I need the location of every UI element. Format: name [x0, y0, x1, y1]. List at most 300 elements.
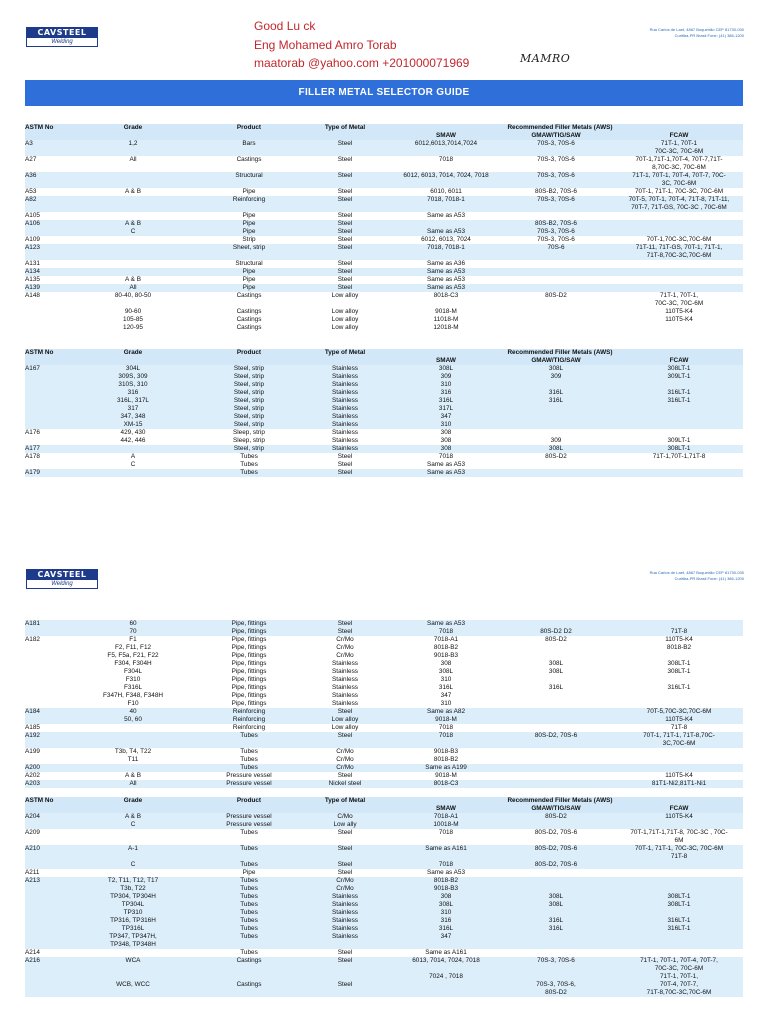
col-grade: Grade [123, 349, 143, 356]
col-astm: ASTM No [25, 349, 54, 356]
smaw-cell: 309 [440, 373, 452, 380]
gmaw-cell: 70S-3, 70S-6 [537, 228, 575, 235]
astm-cell: A211 [25, 869, 40, 876]
col-product: Product [236, 124, 262, 131]
fcaw-cell: 308LT-1 [667, 901, 691, 908]
table-row [25, 957, 743, 965]
grade-cell: TP304, TP304H [110, 893, 156, 900]
product-cell: Steel, strip [233, 421, 265, 428]
table-subheader-row [25, 357, 743, 365]
grade-cell: TP348, TP348H [110, 941, 156, 948]
grade-cell: T3b, T4, T22 [114, 748, 152, 755]
product-cell: Pressure vessel [226, 772, 272, 779]
col-smaw: SMAW [436, 357, 456, 364]
gmaw-cell: 308L [548, 901, 564, 908]
fcaw-cell: 70C-3C, 70C-6M [654, 300, 704, 307]
grade-cell: C [130, 461, 136, 468]
type-cell: Stainless [332, 925, 358, 932]
type-cell: Steel [337, 981, 353, 988]
type-cell: Cr/Mo [336, 877, 354, 884]
fcaw-cell: 70T-1, 71T-1, 70C-3C, 70C-6M [634, 845, 724, 852]
gmaw-cell: 316L [548, 925, 564, 932]
type-cell: Stainless [332, 684, 358, 691]
type-cell: Stainless [332, 660, 358, 667]
table-row [25, 780, 743, 788]
type-cell: Stainless [332, 909, 358, 916]
smaw-cell: Same as A53 [426, 276, 465, 283]
astm-cell: A179 [25, 469, 40, 476]
type-cell: Steel [337, 212, 353, 219]
astm-cell: A182 [25, 636, 40, 643]
table-row [25, 989, 743, 997]
table-row [25, 981, 743, 989]
astm-cell: A178 [25, 453, 40, 460]
smaw-cell: 9018-M [435, 772, 457, 779]
type-cell: Steel [337, 620, 353, 627]
gmaw-cell: 308L [548, 365, 564, 372]
product-cell: Tubes [240, 893, 258, 900]
table-row [25, 652, 743, 660]
gmaw-cell: 80S-D2 [545, 292, 567, 299]
smaw-cell: Same as A199 [425, 764, 467, 771]
fcaw-cell: 308LT-1 [667, 668, 691, 675]
grade-cell: F304L [123, 668, 143, 675]
smaw-cell: Same as A53 [426, 284, 465, 291]
grade-cell: A & B [125, 813, 141, 820]
astm-cell: A135 [25, 276, 40, 283]
type-cell: Cr/Mo [336, 652, 354, 659]
contact-line2: Curitiba-PR Brasil Fone: (41) 386-1200 [674, 33, 744, 38]
product-cell: Pipe [242, 276, 256, 283]
table-row [25, 148, 743, 156]
astm-cell: A109 [25, 236, 40, 243]
astm-cell: A209 [25, 829, 40, 836]
astm-cell: A213 [25, 877, 40, 884]
table-section-3 [25, 620, 743, 788]
gmaw-cell: 70S-6 [547, 244, 565, 251]
table-header-row [25, 349, 743, 357]
grade-cell: A-1 [128, 845, 138, 852]
type-cell: Low alloy [331, 308, 359, 315]
fcaw-cell: 309LT-1 [667, 373, 691, 380]
gmaw-cell: 70S-3, 70S-6 [537, 156, 575, 163]
table-row [25, 220, 743, 228]
smaw-cell: 310 [440, 421, 452, 428]
table-row [25, 421, 743, 429]
table-row [25, 324, 743, 332]
smaw-cell: Same as A161 [425, 949, 467, 956]
table-row [25, 413, 743, 421]
type-cell: Cr/Mo [336, 636, 354, 643]
smaw-cell: Same as A53 [426, 212, 465, 219]
grade-cell: TP347, TP347H, [109, 933, 157, 940]
grade-cell: F2, F11, F12 [114, 644, 152, 651]
gmaw-cell: 308L [548, 893, 564, 900]
fcaw-cell: 71T-1, 70T-1, 70T-4, 70T-7, 70C- [632, 172, 726, 179]
product-cell: Castings [236, 156, 262, 163]
type-cell: Steel [337, 949, 353, 956]
table-row [25, 829, 743, 837]
table-row [25, 284, 743, 292]
col-type: Type of Metal [324, 797, 366, 804]
grade-cell: XM-15 [123, 421, 143, 428]
product-cell: Tubes [240, 756, 258, 763]
grade-cell: WCB, WCC [116, 981, 150, 988]
product-cell: Steel, strip [233, 381, 265, 388]
astm-cell: A176 [25, 429, 40, 436]
table-row [25, 140, 743, 148]
grade-cell: A & B [125, 220, 141, 227]
fcaw-cell: 308LT-1 [667, 365, 691, 372]
product-cell: Sleep, strip [233, 437, 265, 444]
table-row [25, 172, 743, 180]
product-cell: Steel, strip [233, 389, 265, 396]
fcaw-cell: 308LT-1 [667, 660, 691, 667]
astm-cell: A105 [25, 212, 40, 219]
astm-cell: A181 [25, 620, 40, 627]
type-cell: Steel [337, 244, 353, 251]
fcaw-cell: 71T-1, 70T-1 [660, 140, 698, 147]
product-cell: Structural [235, 260, 263, 267]
product-cell: Structural [235, 172, 263, 179]
fcaw-cell: 316LT-1 [667, 925, 691, 932]
type-cell: Steel [337, 732, 353, 739]
grade-cell: F304, F304H [114, 660, 152, 667]
fcaw-cell: 70C-3C, 70C-6M [654, 148, 704, 155]
gmaw-cell: 309 [550, 437, 562, 444]
table-section-2 [25, 349, 743, 477]
col-type: Type of Metal [324, 124, 366, 131]
fcaw-cell: 71T-1, 70T-1, [659, 973, 698, 980]
gmaw-cell: 80S-B2, 70S-6 [535, 188, 577, 195]
smaw-cell: Same as A53 [426, 469, 465, 476]
table-row [25, 708, 743, 716]
table-row [25, 917, 743, 925]
grade-cell: T11 [127, 756, 139, 763]
type-cell: Stainless [332, 668, 358, 675]
smaw-cell: 9018-M [435, 716, 457, 723]
type-cell: Cr/Mo [336, 756, 354, 763]
type-cell: Steel [337, 628, 353, 635]
grade-cell: 80-40, 80-50 [114, 292, 152, 299]
smaw-cell: 310 [440, 676, 452, 683]
table-row [25, 164, 743, 172]
smaw-cell: 8018-B2 [433, 877, 459, 884]
grade-cell: 40 [129, 708, 137, 715]
fcaw-cell: 70T-1,71T-1,70T-4, 70T-7,71T- [635, 156, 723, 163]
type-cell: Low alloy [331, 316, 359, 323]
table-row [25, 156, 743, 164]
col-fcaw: FCAW [669, 132, 689, 139]
product-cell: Pipe [242, 268, 256, 275]
grade-cell: 304L [125, 365, 141, 372]
grade-cell: C [130, 228, 136, 235]
table-row [25, 885, 743, 893]
smaw-cell: Same as A53 [426, 228, 465, 235]
type-cell: Steel [337, 236, 353, 243]
gmaw-cell: 70S-3, 70S-6 [537, 172, 575, 179]
fcaw-cell: 71T-8 [670, 724, 688, 731]
smaw-cell: 310 [440, 381, 452, 388]
table-row [25, 813, 743, 821]
product-cell: Pipe [242, 228, 256, 235]
logo-text-2: CAVSTEEL [27, 570, 97, 580]
smaw-cell: Same as A53 [426, 461, 465, 468]
fcaw-cell: 110T5-K4 [665, 308, 693, 315]
product-cell: Pipe, fittings [231, 620, 267, 627]
fcaw-cell: 110T5-K4 [665, 716, 693, 723]
type-cell: Stainless [332, 405, 358, 412]
type-cell: Stainless [332, 373, 358, 380]
astm-cell: A192 [25, 732, 40, 739]
smaw-cell: 6013, 7014, 7024, 7018 [412, 957, 480, 964]
fcaw-cell: 309LT-1 [667, 437, 691, 444]
type-cell: C/Mo [337, 813, 353, 820]
gmaw-cell: 80S-D2 D2 [540, 628, 572, 635]
product-cell: Castings [236, 324, 262, 331]
table-row [25, 965, 743, 973]
type-cell: Steel [337, 453, 353, 460]
gmaw-cell: 316L [548, 397, 564, 404]
grade-cell: T2, T11, T12, T17 [107, 877, 159, 884]
grade-cell: A [130, 453, 136, 460]
table-row [25, 292, 743, 300]
smaw-cell: 6012, 6013, 7014, 7024, 7018 [403, 172, 489, 179]
smaw-cell: 310 [440, 700, 452, 707]
grade-cell: A & B [125, 772, 141, 779]
col-fcaw: FCAW [669, 357, 689, 364]
fcaw-cell: 71T-8 [670, 628, 688, 635]
fcaw-cell: 8,70C-3C, 70C-6M [652, 164, 706, 171]
grade-cell: F1 [129, 636, 137, 643]
type-cell: Stainless [332, 933, 358, 940]
smaw-cell: 316L [438, 684, 454, 691]
smaw-cell: 9018-B3 [433, 748, 459, 755]
product-cell: Steel, strip [233, 405, 265, 412]
banner-title: FILLER METAL SELECTOR GUIDE [25, 80, 743, 106]
smaw-cell: 7018 [438, 732, 454, 739]
product-cell: Tubes [240, 748, 258, 755]
gmaw-cell: 70S-3, 70S-6, [536, 981, 576, 988]
smaw-cell: 310 [440, 909, 452, 916]
product-cell: Tubes [240, 469, 258, 476]
type-cell: Stainless [332, 893, 358, 900]
fcaw-cell: 70T-4, 70T-7, [659, 981, 698, 988]
astm-cell: A53 [25, 188, 37, 195]
gmaw-cell: 80S-D2, 70S-6 [534, 829, 578, 836]
smaw-cell: 7018-A1 [433, 636, 459, 643]
type-cell: Steel [337, 284, 353, 291]
product-cell: Pipe, fittings [231, 700, 267, 707]
col-gmaw: GMAW/TIG/SAW [531, 357, 581, 364]
product-cell: Tubes [240, 885, 258, 892]
table-row [25, 772, 743, 780]
astm-cell: A3 [25, 140, 33, 147]
product-cell: Tubes [240, 861, 258, 868]
grade-cell: 316L, 317L [117, 397, 149, 404]
product-cell: Castings [236, 308, 262, 315]
product-cell: Tubes [240, 453, 258, 460]
product-cell: Steel, strip [233, 445, 265, 452]
table-subheader-row [25, 132, 743, 140]
grade-cell: 309S, 309 [118, 373, 148, 380]
product-cell: Tubes [240, 764, 258, 771]
table-row [25, 628, 743, 636]
product-cell: Pipe, fittings [231, 668, 267, 675]
type-cell: Cr/Mo [336, 885, 354, 892]
table-row [25, 676, 743, 684]
table-row [25, 620, 743, 628]
smaw-cell: 316L [438, 925, 454, 932]
type-cell: Stainless [332, 901, 358, 908]
product-cell: Pipe, fittings [231, 684, 267, 691]
gmaw-cell: 308L [548, 445, 564, 452]
product-cell: Pipe, fittings [231, 660, 267, 667]
grade-cell: 50, 60 [124, 716, 142, 723]
product-cell: Tubes [240, 845, 258, 852]
grade-cell: F316L [123, 684, 143, 691]
product-cell: Steel, strip [233, 365, 265, 372]
astm-cell: A131 [25, 260, 40, 267]
smaw-cell: Same as A53 [426, 268, 465, 275]
table-row [25, 941, 743, 949]
type-cell: Nickel steel [328, 780, 362, 787]
type-cell: Steel [337, 469, 353, 476]
smaw-cell: 347 [440, 692, 452, 699]
smaw-cell: 7018-A1 [433, 813, 459, 820]
smaw-cell: 7018 [438, 861, 454, 868]
smaw-cell: 7018 [438, 156, 454, 163]
product-cell: Pipe, fittings [231, 692, 267, 699]
table-row [25, 845, 743, 853]
gmaw-cell: 80S-D2, 70S-6 [534, 845, 578, 852]
smaw-cell: Same as A36 [426, 260, 465, 267]
table-row [25, 660, 743, 668]
type-cell: Low alloy [331, 292, 359, 299]
table-row [25, 901, 743, 909]
astm-cell: A184 [25, 708, 40, 715]
product-cell: Pipe, fittings [231, 636, 267, 643]
col-fcaw: FCAW [669, 805, 689, 812]
table-row [25, 668, 743, 676]
product-cell: Tubes [240, 877, 258, 884]
gmaw-cell: 80S-D2, 70S-6 [534, 732, 578, 739]
type-cell: Stainless [332, 421, 358, 428]
smaw-cell: 308 [440, 893, 452, 900]
table-row [25, 445, 743, 453]
grade-cell: All [129, 156, 137, 163]
astm-cell: A177 [25, 445, 40, 452]
type-cell: Steel [337, 772, 353, 779]
astm-cell: A106 [25, 220, 40, 227]
grade-cell: All [129, 284, 137, 291]
smaw-cell: Same as A53 [426, 869, 465, 876]
grade-cell: TP310 [123, 909, 143, 916]
grade-cell: 1,2 [128, 140, 138, 147]
table-row [25, 925, 743, 933]
smaw-cell: 7018, 7018-1 [427, 196, 465, 203]
product-cell: Pressure vessel [226, 821, 272, 828]
table-row [25, 429, 743, 437]
smaw-cell: 308L [438, 668, 454, 675]
fcaw-cell: 71T-1, 70T-1, 70T-4, 70T-7, [640, 957, 718, 964]
table-row [25, 268, 743, 276]
smaw-cell: 347 [440, 413, 452, 420]
type-cell: Stainless [332, 365, 358, 372]
product-cell: Pipe, fittings [231, 676, 267, 683]
astm-cell: A123 [25, 244, 40, 251]
table-row [25, 405, 743, 413]
gmaw-cell: 308L [548, 660, 564, 667]
table-row [25, 308, 743, 316]
product-cell: Reinforcing [232, 724, 266, 731]
type-cell: Steel [337, 156, 353, 163]
fcaw-cell: 3C, 70C-6M [661, 180, 697, 187]
type-cell: Steel [337, 276, 353, 283]
table-row [25, 933, 743, 941]
type-cell: Cr/Mo [336, 644, 354, 651]
table-section-4 [25, 797, 743, 997]
table-row [25, 365, 743, 373]
type-cell: Stainless [332, 445, 358, 452]
type-cell: Steel [337, 845, 353, 852]
header-line2: Eng Mohamed Amro Torab [254, 38, 397, 52]
col-recommended: Recommended Filler Metals (AWS) [507, 124, 613, 131]
table-row [25, 469, 743, 477]
fcaw-cell: 70T-1,71T-1,71T-8, 70C-3C , 70C- [630, 829, 728, 836]
fcaw-cell: 316LT-1 [667, 389, 691, 396]
fcaw-cell: 71T-1,70T-1,71T-8 [652, 453, 706, 460]
fcaw-cell: 308LT-1 [667, 445, 691, 452]
table-row [25, 877, 743, 885]
table-row [25, 276, 743, 284]
astm-cell: A134 [25, 268, 40, 275]
type-cell: Steel [337, 461, 353, 468]
fcaw-cell: 71T-8,70C-3C,70C-6M [646, 989, 712, 996]
smaw-cell: 316 [440, 917, 452, 924]
table-row [25, 636, 743, 644]
astm-cell: A214 [25, 949, 40, 956]
type-cell: Stainless [332, 397, 358, 404]
fcaw-cell: 316LT-1 [667, 397, 691, 404]
product-cell: Tubes [240, 829, 258, 836]
type-cell: Steel [337, 708, 353, 715]
gmaw-cell: 316L [548, 684, 564, 691]
table-row [25, 909, 743, 917]
type-cell: Steel [337, 220, 353, 227]
gmaw-cell: 80S-D2 [545, 636, 567, 643]
grade-cell: 317 [127, 405, 139, 412]
fcaw-cell: 316LT-1 [667, 917, 691, 924]
smaw-cell: 9018-B3 [433, 885, 459, 892]
astm-cell: A185 [25, 724, 40, 731]
smaw-cell: 10018-M [433, 821, 459, 828]
type-cell: Stainless [332, 437, 358, 444]
fcaw-cell: 70C-3C, 70C-6M [654, 965, 704, 972]
product-cell: Pipe, fittings [231, 644, 267, 651]
fcaw-cell: 70T-1, 71T-1, 70C-3C, 70C-6M [634, 188, 724, 195]
grade-cell: C [130, 821, 136, 828]
smaw-cell: 8018-B2 [433, 756, 459, 763]
fcaw-cell: 70T-1, 71T-1, 71T-8,70C- [643, 732, 715, 739]
product-cell: Reinforcing [232, 708, 266, 715]
product-cell: Tubes [240, 949, 258, 956]
gmaw-cell: 80S-B2, 70S-6 [535, 220, 577, 227]
table-row [25, 236, 743, 244]
table-row [25, 453, 743, 461]
table-row [25, 861, 743, 869]
gmaw-cell: 316L [548, 389, 564, 396]
